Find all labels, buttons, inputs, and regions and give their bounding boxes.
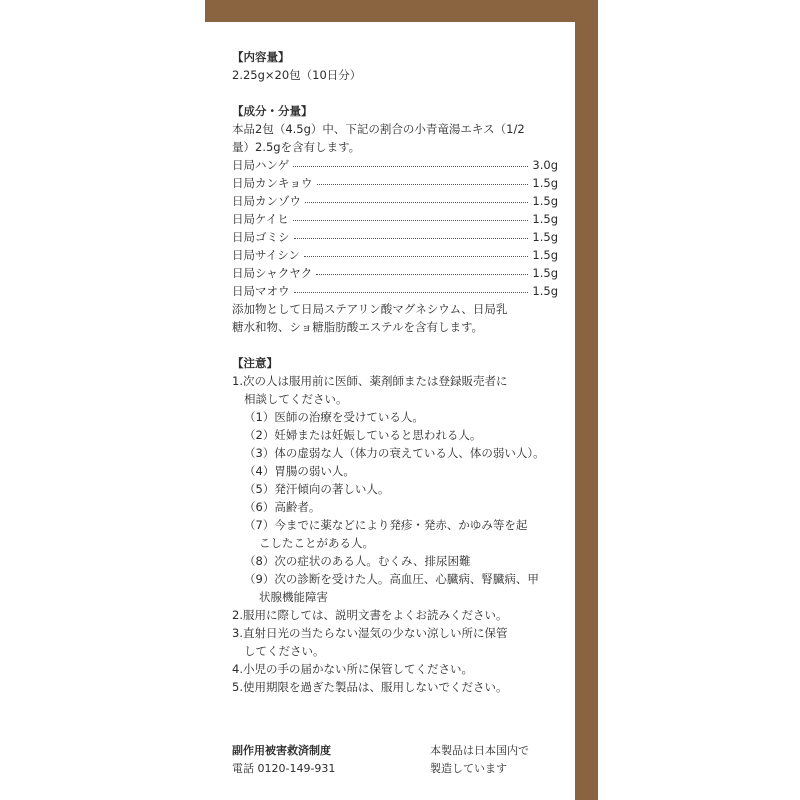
- ingredient-row: [232, 228, 558, 246]
- additives-line: 糖水和物、ショ糖脂肪酸エステルを含有します。: [232, 320, 484, 334]
- caution-section: [232, 354, 562, 696]
- ingredient-amount: 1.5g: [532, 194, 558, 208]
- caution-subitem: （5）発汗傾向の著しい人。: [244, 482, 390, 496]
- relief-system-phone: 電話 0120-149-931: [232, 762, 336, 775]
- content-amount-text: 2.25g×20包（10日分）: [232, 68, 362, 82]
- caution-subitem: （7）今までに薬などにより発疹・発赤、かゆみ等を起: [244, 518, 528, 532]
- dotted-leader: [316, 274, 528, 275]
- caution-subitem: （6）高齢者。: [244, 500, 321, 514]
- ingredient-name: 日局ケイヒ: [232, 212, 289, 226]
- ingredient-name: 日局ハンゲ: [232, 158, 290, 172]
- relief-system-title: 副作用被害救済制度: [232, 744, 331, 757]
- made-in-japan-block: [430, 742, 529, 778]
- ingredient-row: [232, 192, 558, 210]
- content-amount-heading: 【内容量】: [232, 50, 290, 64]
- ingredients-section: [232, 102, 562, 336]
- ingredient-amount: 3.0g: [532, 158, 558, 172]
- ingredient-name: 日局サイシン: [232, 248, 300, 262]
- ingredient-amount: 1.5g: [532, 284, 558, 298]
- ingredients-intro-line: 本品2包（4.5g）中、下記の割合の小青竜湯エキス（1/2: [232, 122, 525, 136]
- ingredient-name: 日局ゴミシ: [232, 230, 290, 244]
- content-amount-section: [232, 48, 562, 84]
- caution-subitem: （1）医師の治療を受けている人。: [244, 410, 424, 424]
- ingredient-row: [232, 264, 558, 282]
- caution-subitem: （2）妊婦または妊娠していると思われる人。: [244, 428, 482, 442]
- ingredient-amount: 1.5g: [532, 176, 558, 190]
- ingredient-row: [232, 282, 558, 300]
- label-content: [232, 48, 562, 714]
- caution-subitem: （4）胃腸の弱い人。: [244, 464, 355, 478]
- ingredient-name: 日局カンゾウ: [232, 194, 301, 208]
- caution-item: 2.服用に際しては、説明文書をよくお読みください。: [232, 608, 508, 622]
- ingredient-amount: 1.5g: [532, 266, 558, 280]
- made-in-japan-line: 本製品は日本国内で: [430, 744, 529, 757]
- right-brown-band: [575, 0, 598, 800]
- dotted-leader: [304, 256, 528, 257]
- ingredient-amount: 1.5g: [532, 248, 558, 262]
- relief-system-block: [232, 742, 335, 778]
- ingredient-amount: 1.5g: [532, 230, 558, 244]
- ingredient-amount: 1.5g: [532, 212, 558, 226]
- caution-subitem: （3）体の虚弱な人（体力の衰えている人、体の弱い人）。: [244, 446, 545, 460]
- additives-line: 添加物として日局ステアリン酸マグネシウム、日局乳: [232, 302, 508, 316]
- dotted-leader: [294, 292, 529, 293]
- caution-item: 4.小児の手の届かない所に保管してください。: [232, 662, 473, 676]
- caution-item-continuation: 相談してください。: [244, 392, 348, 406]
- dotted-leader: [293, 166, 528, 167]
- ingredient-name: 日局マオウ: [232, 284, 290, 298]
- dotted-leader: [305, 202, 528, 203]
- ingredient-row: [232, 174, 558, 192]
- ingredient-row: [232, 156, 558, 174]
- ingredient-row: [232, 246, 558, 264]
- dotted-leader: [293, 220, 529, 221]
- caution-heading: 【注意】: [232, 356, 278, 370]
- ingredients-heading: 【成分・分量】: [232, 104, 313, 118]
- caution-item: 3.直射日光の当たらない湿気の少ない涼しい所に保管: [232, 626, 508, 640]
- top-brown-band: [205, 0, 598, 22]
- dotted-leader: [294, 238, 529, 239]
- caution-subitem: （8）次の症状のある人。むくみ、排尿困難: [244, 554, 471, 568]
- caution-subitem-continuation: 状腺機能障害: [259, 590, 328, 604]
- made-in-japan-line: 製造しています: [430, 762, 507, 775]
- caution-item-continuation: してください。: [244, 644, 325, 658]
- dotted-leader: [317, 184, 529, 185]
- caution-subitem-continuation: こしたことがある人。: [259, 536, 374, 550]
- caution-item: 5.使用期限を過ぎた製品は、服用しないでください。: [232, 680, 508, 694]
- ingredient-name: 日局カンキョウ: [232, 176, 313, 190]
- caution-subitem: （9）次の診断を受けた人。高血圧、心臓病、腎臓病、甲: [244, 572, 539, 586]
- caution-item: 1.次の人は服用前に医師、薬剤師または登録販売者に: [232, 374, 508, 388]
- ingredients-intro-line: 量）2.5gを含有します。: [232, 140, 361, 154]
- ingredient-name: 日局シャクヤク: [232, 266, 313, 280]
- ingredient-row: [232, 210, 558, 228]
